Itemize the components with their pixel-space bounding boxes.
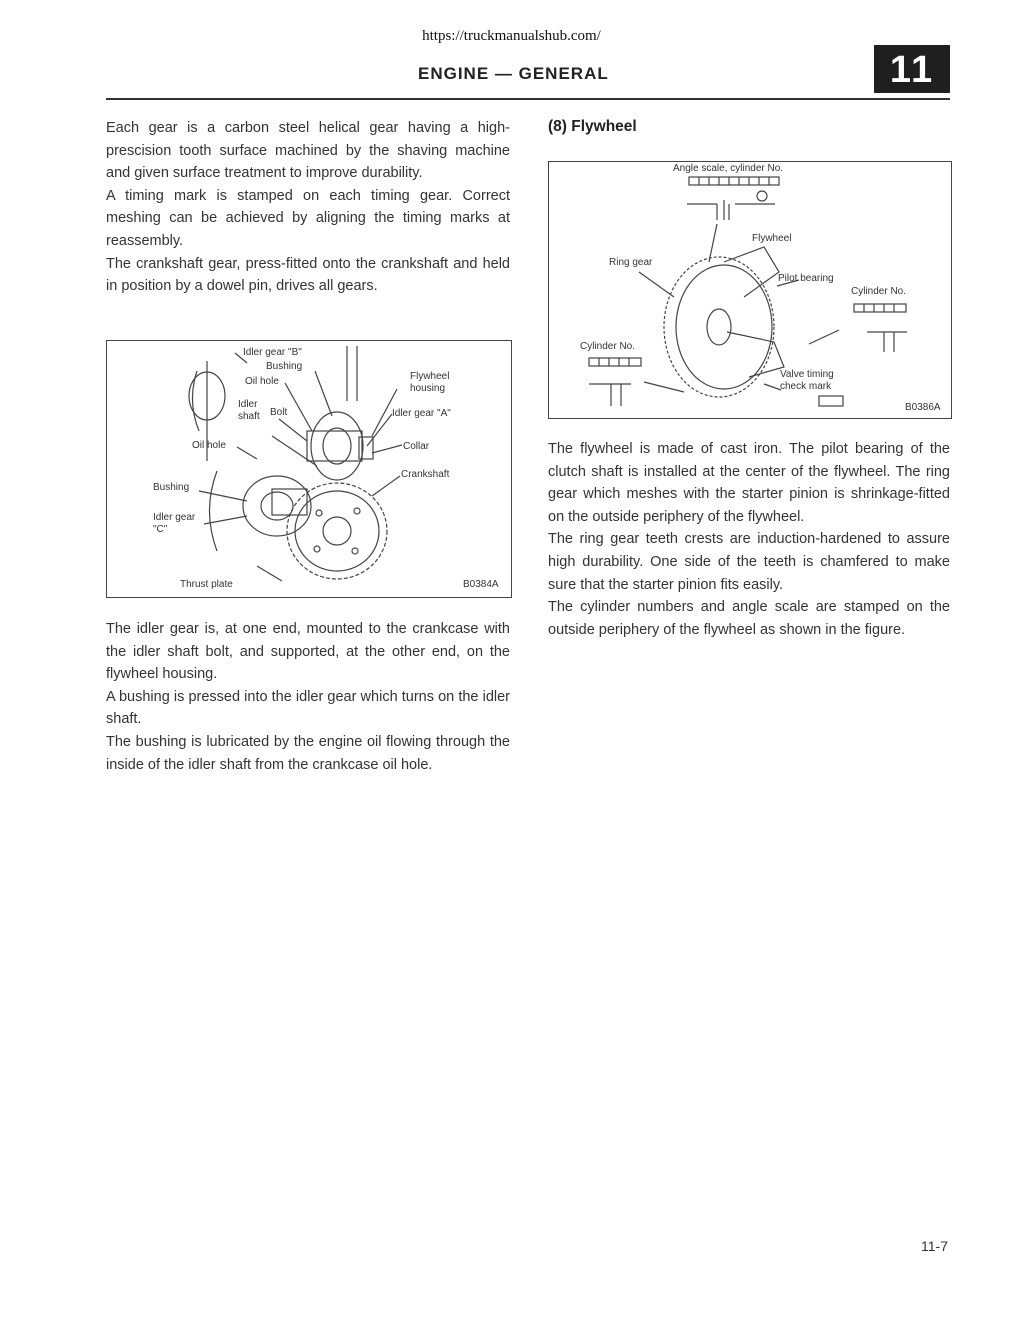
paragraph: The idler gear is, at one end, mounted to the crankcase with the idler shaft bolt, and supported, at the other end, on the flywheel housing. <box>106 621 510 683</box>
page-number: 11-7 <box>921 1238 948 1254</box>
label-idler-gear-a: Idler gear "A" <box>392 408 451 419</box>
label-cylinder-no-left: Cylinder No. <box>580 341 636 352</box>
label-crankshaft: Crankshaft <box>401 469 450 480</box>
paragraph: A timing mark is stamped on each timing gear. Correct meshing can be achieved by aligning the timing marks at reassembly. <box>106 187 510 249</box>
left-text-top <box>106 117 510 298</box>
label-oil-hole: Oil hole <box>192 440 226 451</box>
header-rule <box>106 98 950 100</box>
label-cylinder-no-right: Cylinder No. <box>851 286 907 297</box>
paragraph: Each gear is a carbon steel helical gear having a high-prescision tooth surface machined by the shaving machine and given surface treatment to improve durability. <box>106 120 510 182</box>
paragraph: The crankshaft gear, press-fitted onto the crankshaft and held in position by a dowel pin, drives all gears. <box>106 255 510 295</box>
source-url[interactable]: https://truckmanualshub.com/ <box>422 28 601 44</box>
figure-code: B0384A <box>463 579 499 590</box>
label-idler-shaft: Idler shaft <box>238 399 260 422</box>
label-valve-timing: Valve timing check mark <box>780 369 834 392</box>
paragraph: The ring gear teeth crests are induction-hardened to assure high durability. One side of the teeth is chamfered to make sure that the starter pinion fits easily. <box>548 531 950 593</box>
label-collar: Collar <box>403 441 430 452</box>
label-idler-gear-c: Idler gear "C" <box>153 512 196 535</box>
label-bushing: Bushing <box>153 482 190 493</box>
label-flywheel-housing: Flywheel housing <box>410 371 450 394</box>
label-bushing-top: Bushing <box>266 361 303 372</box>
chapter-badge: 11 <box>874 45 950 93</box>
paragraph: The flywheel is made of cast iron. The pilot bearing of the clutch shaft is installed at the center of the flywheel. The ring gear which meshes with the starter pinion is shrinkage-fitted on the outside periphery of the flywheel. <box>548 441 950 525</box>
label-bolt: Bolt <box>270 407 288 418</box>
section-heading-flywheel: (8) Flywheel <box>548 118 637 135</box>
right-text <box>548 438 950 641</box>
label-pilot-bearing: Pilot bearing <box>778 273 834 284</box>
figure-timing-gears <box>106 340 512 598</box>
label-angle-scale: Angle scale, cylinder No. <box>673 163 784 174</box>
label-idler-gear-b: Idler gear "B" <box>243 347 302 358</box>
paragraph: The bushing is lubricated by the engine oil flowing through the inside of the idler shaft from the crankcase oil hole. <box>106 733 510 773</box>
paragraph: The cylinder numbers and angle scale are stamped on the outside periphery of the flywheel as shown in the figure. <box>548 599 950 638</box>
figure-flywheel <box>548 161 952 419</box>
paragraph: A bushing is pressed into the idler gear which turns on the idler shaft. <box>106 688 510 728</box>
label-flywheel: Flywheel <box>752 233 792 244</box>
label-thrust-plate: Thrust plate <box>180 579 233 590</box>
label-oil-hole-top: Oil hole <box>245 376 279 387</box>
figure-code: B0386A <box>905 402 941 413</box>
section-title: ENGINE — GENERAL <box>418 64 609 83</box>
label-ring-gear: Ring gear <box>609 257 653 268</box>
left-text-bottom <box>106 618 510 776</box>
